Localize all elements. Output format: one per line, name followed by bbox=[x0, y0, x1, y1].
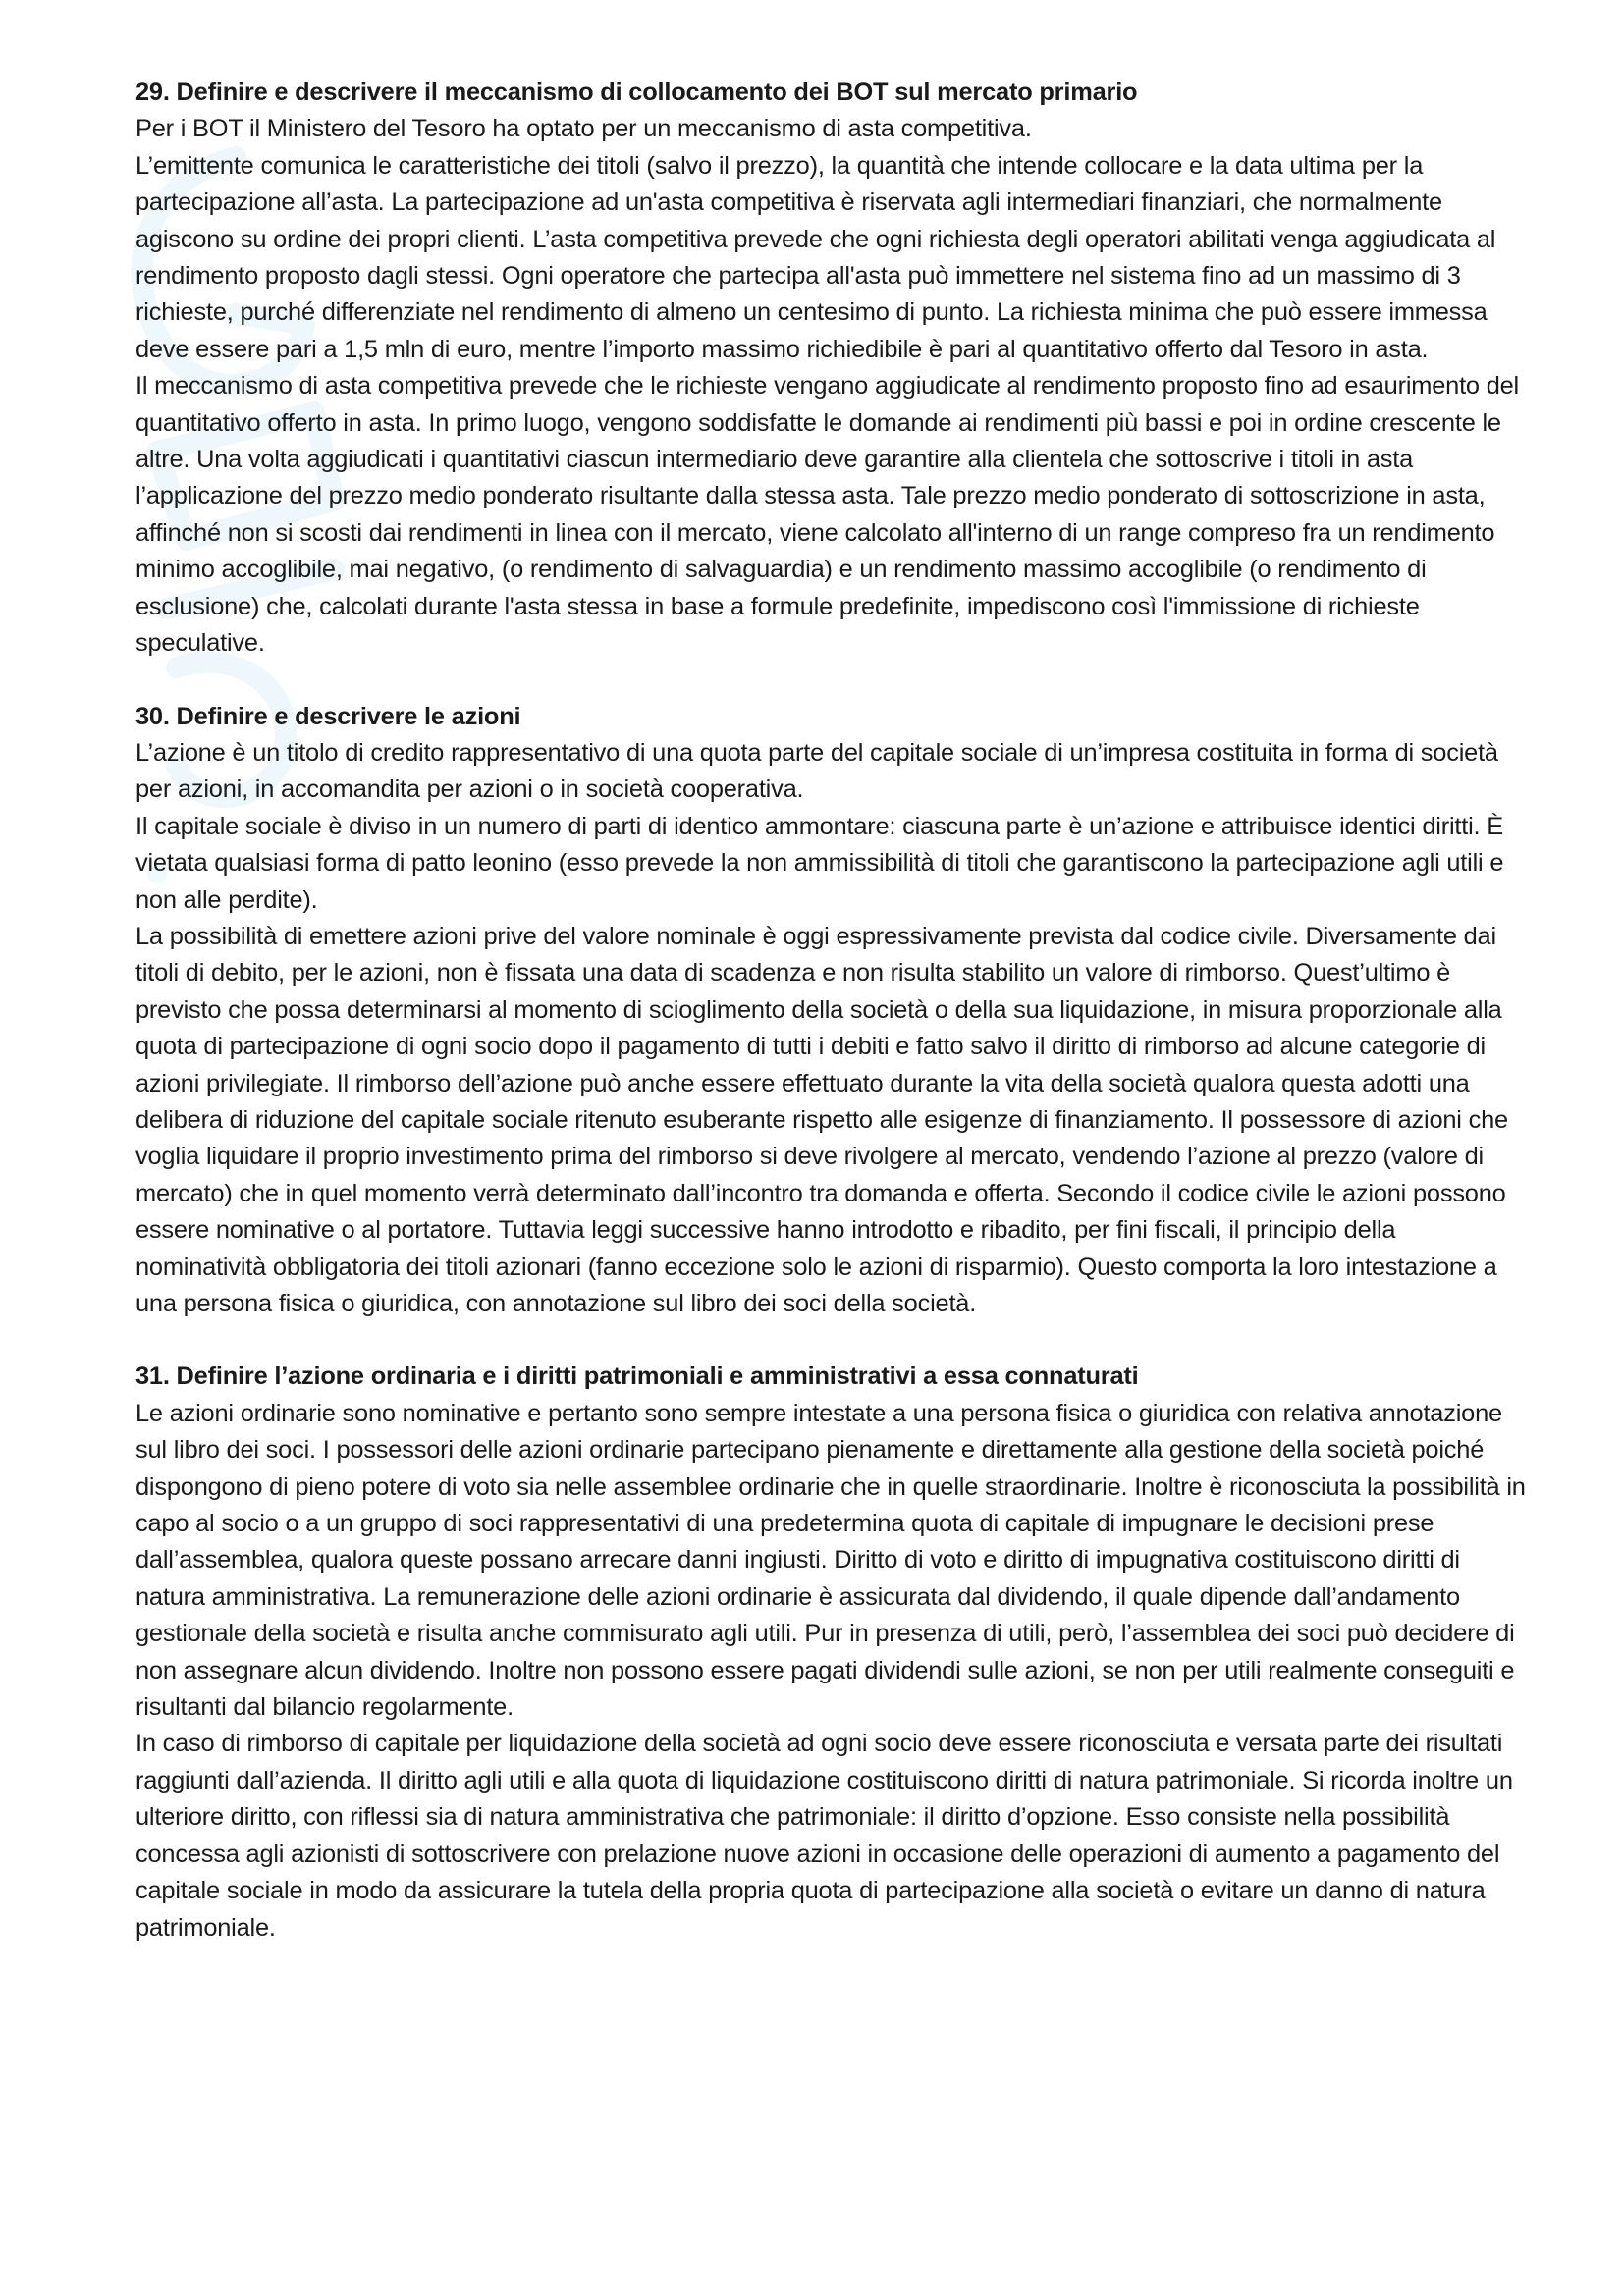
document-page bbox=[135, 75, 1530, 1983]
paragraph: L’azione è un titolo di credito rappresentativo di una quota parte del capitale sociale di un’impresa costituita in forma di società per azioni, in accomandita per azioni o in società cooperativa. bbox=[135, 738, 1498, 804]
section-title: 31. Definire l’azione ordinaria e i diritti patrimoniali e amministrativi a essa connaturati bbox=[135, 1362, 1139, 1391]
paragraph: La possibilità di emettere azioni prive del valore nominale è oggi espressivamente prevista dal codice civile. Diversamente dai titoli di debito, per le azioni, non è fissata una data di scadenza e non risulta stabilito un valore di rimborso. Quest’ultimo è previsto che possa determinarsi al momento di scioglimento della società o della sua liquidazione, in misura proporzionale alla quota di partecipazione di ogni socio dopo il pagamento di tutti i debiti e fatto salvo il diritto di rimborso ad alcune categorie di azioni privilegiate. Il rimborso dell’azione può anche essere effettuato durante la vita della società qualora questa adotti una delibera di riduzione del capitale sociale ritenuto esuberante rispetto alle esigenze di finanziamento. Il possessore di azioni che voglia liquidare il proprio investimento prima del rimborso si deve rivolgere al mercato, vendendo l’azione al prezzo (valore di mercato) che in quel momento verrà determinato dall’incontro tra domanda e offerta. Secondo il codice civile le azioni possono essere nominative o al portatore. Tuttavia leggi successive hanno introdotto e ribadito, per fini fiscali, il principio della nominatività obbligatoria dei titoli azionari (fanno eccezione solo le azioni di risparmio). Questo comporta la loro intestazione a una persona fisica o giuridica, con annotazione sul libro dei soci della società. bbox=[135, 922, 1508, 1317]
section-29 bbox=[135, 75, 1530, 663]
paragraph: Il capitale sociale è diviso in un numero di parti di identico ammontare: ciascuna parte è un’azione e attribuisce identici diritti. È vietata qualsiasi forma di patto leonino (esso prevede la non ammissibilità di titoli che garantiscono la partecipazione agli utili e non alle perdite). bbox=[135, 812, 1504, 914]
paragraph: Per i BOT il Ministero del Tesoro ha optato per un meccanismo di asta competitiva. bbox=[135, 115, 1032, 143]
section-title: 29. Definire e descrivere il meccanismo di collocamento dei BOT sul mercato primario bbox=[135, 79, 1138, 106]
section-title: 30. Definire e descrivere le azioni bbox=[135, 702, 521, 730]
paragraph: Le azioni ordinarie sono nominative e pertanto sono sempre intestate a una persona fisica o giuridica con relativa annotazione sul libro dei soci. I possessori delle azioni ordinarie partecipano pienamente e direttamente alla gestione della società poiché dispongono di pieno potere di voto sia nelle assemblee ordinarie che in quelle straordinarie. Inoltre è riconosciuta la possibilità in capo al socio o a un gruppo di soci rappresentativi di una predetermina quota di capitale di impugnare le decisioni prese dall’assemblea, qualora queste possano arrecare danni ingiusti. Diritto di voto e diritto di impugnativa costituiscono diritti di natura amministrativa. La remunerazione delle azioni ordinarie è assicurata dal dividendo, il quale dipende dall’andamento gestionale della società e risulta anche commisurato agli utili. Pur in presenza di utili, però, l’assemblea dei soci può decidere di non assegnare alcun dividendo. Inoltre non possono essere pagati dividendi sulle azioni, se non per utili realmente conseguiti e risultanti dal bilancio regolarmente. bbox=[135, 1399, 1526, 1722]
section-31 bbox=[135, 1359, 1530, 1947]
section-30 bbox=[135, 699, 1530, 1323]
paragraph: L’emittente comunica le caratteristiche dei titoli (salvo il prezzo), la quantità che intende collocare e la data ultima per la partecipazione all’asta. La partecipazione ad un'asta competitiva è riservata agli intermediari finanziari, che normalmente agiscono su ordine dei propri clienti. L’asta competitiva prevede che ogni richiesta degli operatori abilitati venga aggiudicata al rendimento proposto dagli stessi. Ogni operatore che partecipa all'asta può immettere nel sistema fino ad un massimo di 3 richieste, purché differenziate nel rendimento di almeno un centesimo di punto. La richiesta minima che può essere immessa deve essere pari a 1,5 mln di euro, mentre l’importo massimo richiedibile è pari al quantitativo offerto dal Tesoro in asta. bbox=[135, 151, 1496, 363]
paragraph: In caso di rimborso di capitale per liquidazione della società ad ogni socio deve essere riconosciuta e versata parte dei risultati raggiunti dall’azienda. Il diritto agli utili e alla quota di liquidazione costituiscono diritti di natura patrimoniale. Si ricorda inoltre un ulteriore diritto, con riflessi sia di natura amministrativa che patrimoniale: il diritto d’opzione. Esso consiste nella possibilità concessa agli azionisti di sottoscrivere con prelazione nuove azioni in occasione delle operazioni di aumento a pagamento del capitale sociale in modo da assicurare la tutela della propria quota di partecipazione alla società o evitare un danno di natura patrimoniale. bbox=[135, 1730, 1513, 1942]
paragraph: Il meccanismo di asta competitiva prevede che le richieste vengano aggiudicate al rendimento proposto fino ad esaurimento del quantitativo offerto in asta. In primo luogo, vengono soddisfatte le domande ai rendimenti più bassi e poi in ordine crescente le altre. Una volta aggiudicati i quantitativi ciascun intermediario deve garantire alla clientela che sottoscrive i titoli in asta l’applicazione del prezzo medio ponderato risultante dalla stessa asta. Tale prezzo medio ponderato di sottoscrizione in asta, affinché non si scosti dai rendimenti in linea con il mercato, viene calcolato all'interno di un range compreso fra un rendimento minimo accoglibile, mai negativo, (o rendimento di salvaguardia) e un rendimento massimo accoglibile (o rendimento di esclusione) che, calcolati durante l'asta stessa in base a formule predefinite, impediscono così l'immissione di richieste speculative. bbox=[135, 372, 1519, 658]
